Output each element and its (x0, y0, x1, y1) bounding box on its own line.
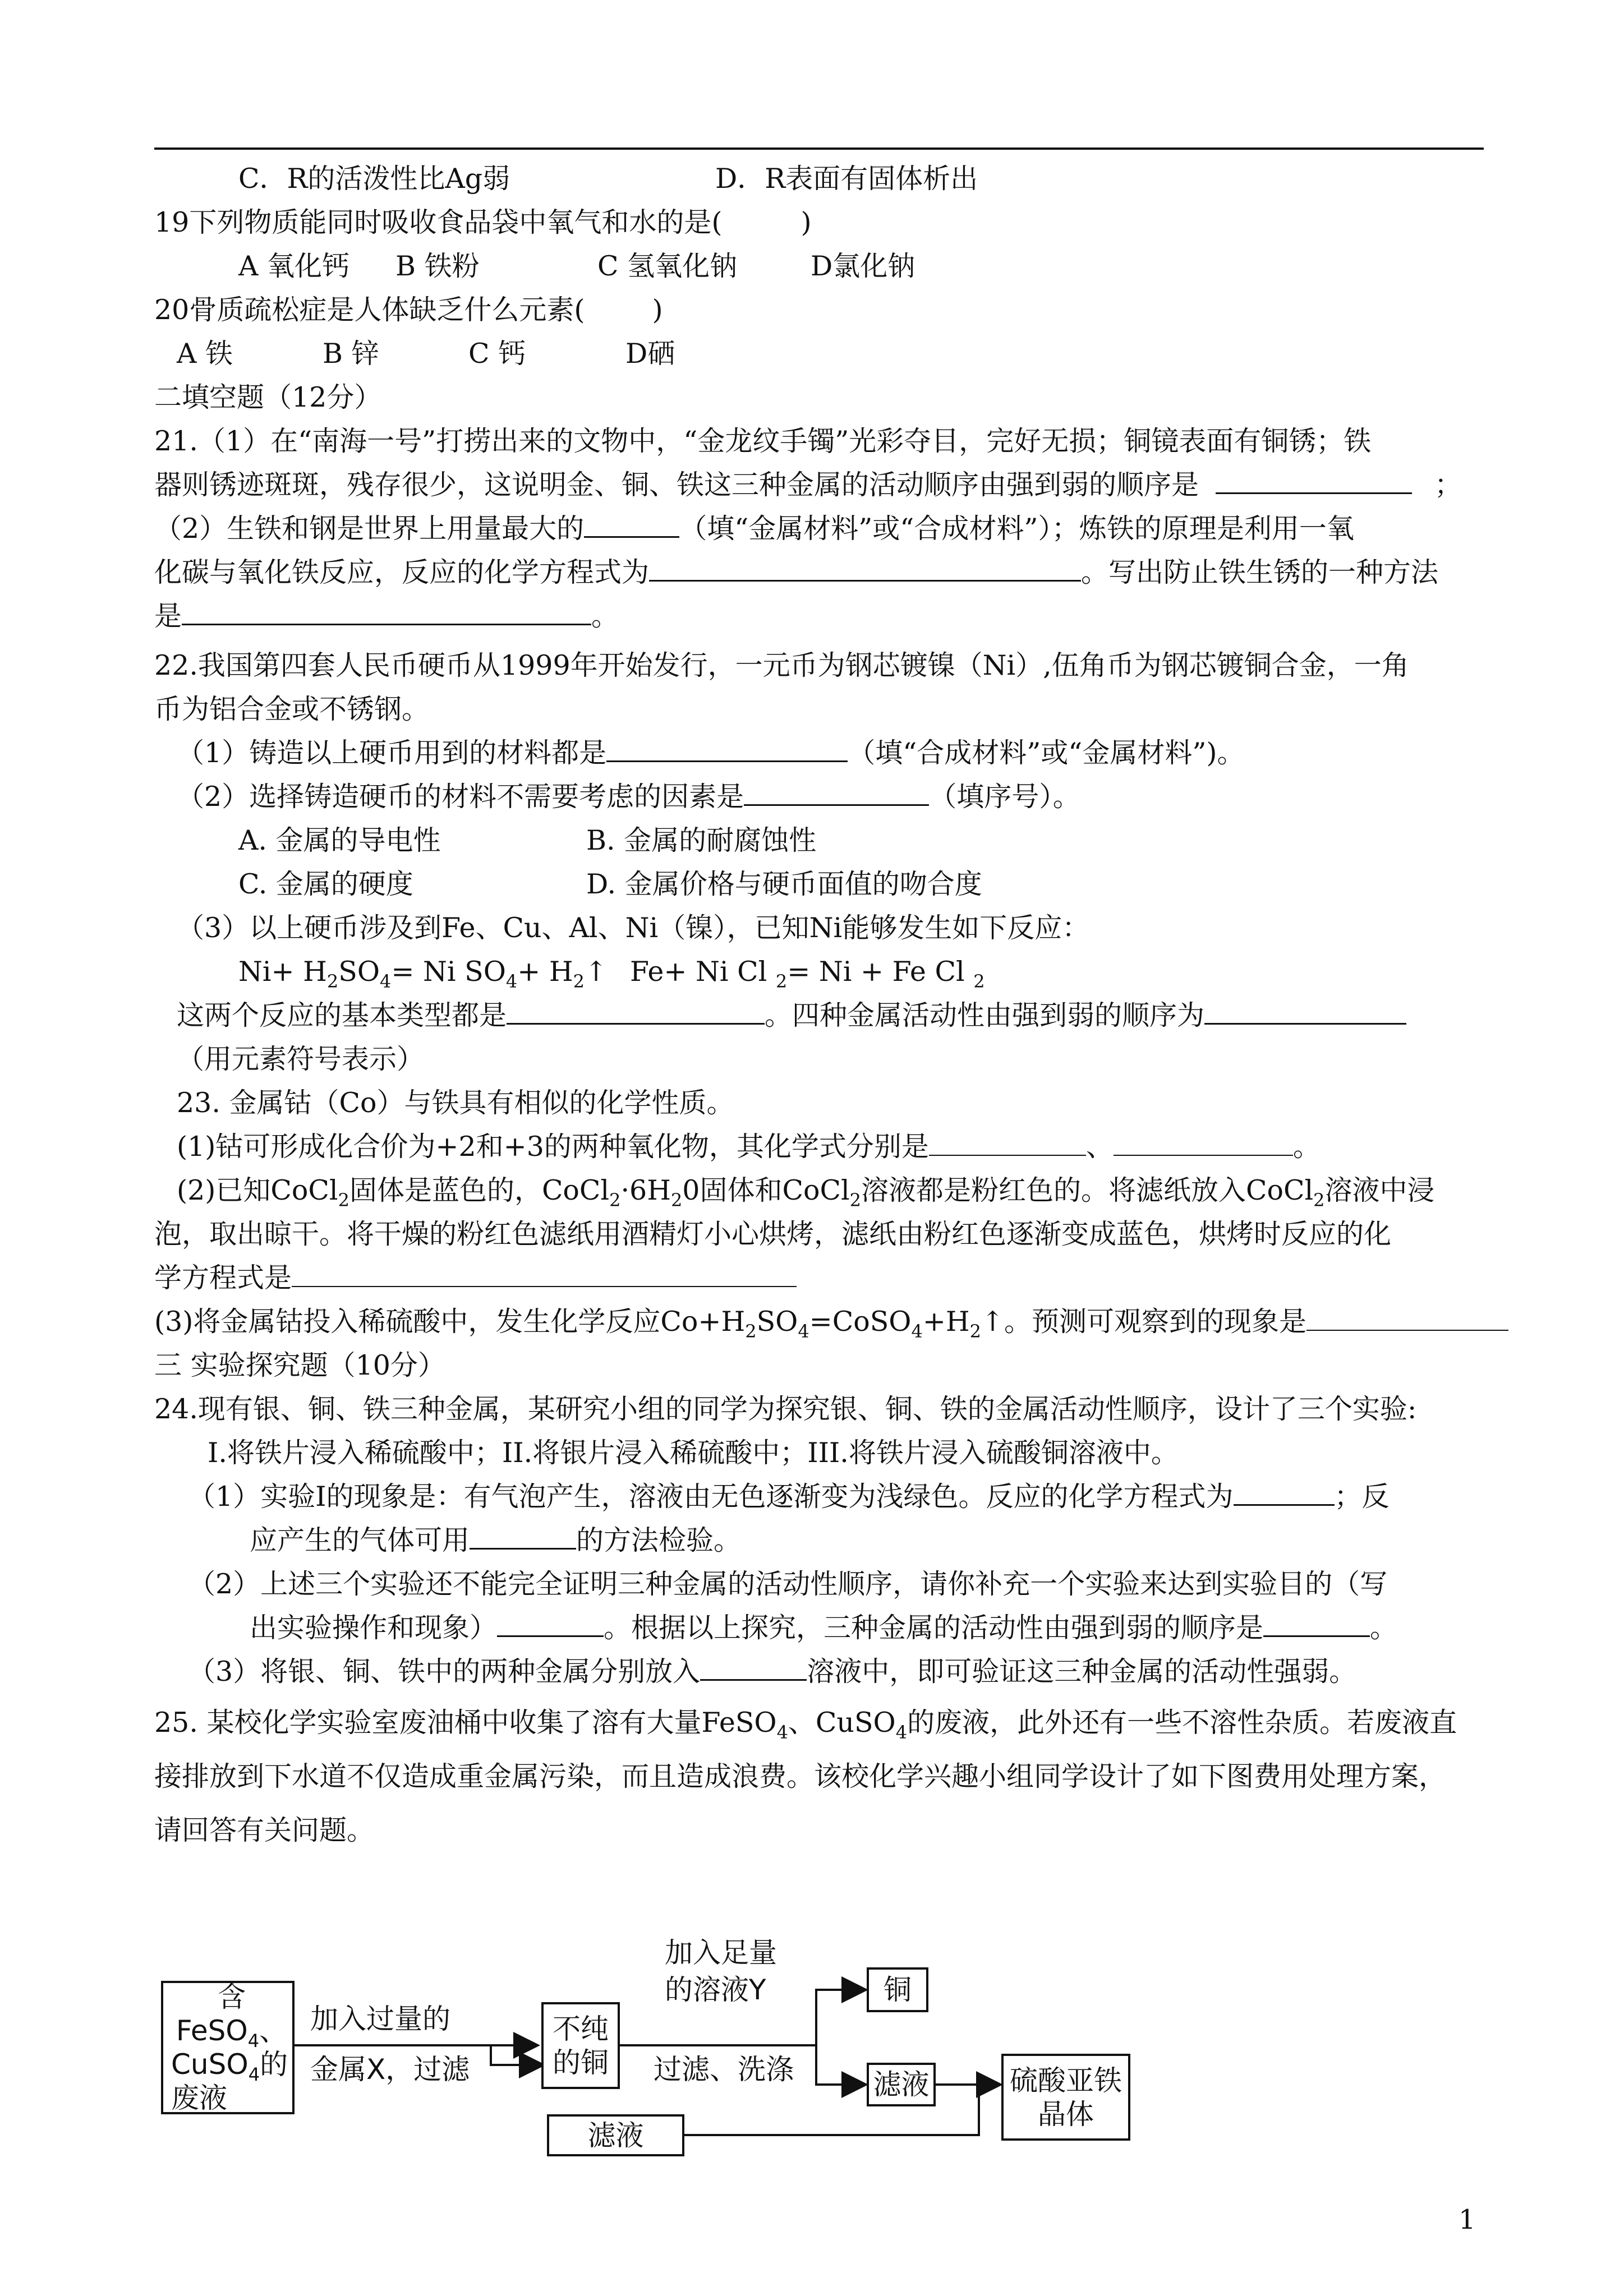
section-2-heading: 二填空题（12分） (154, 381, 382, 413)
q18-option-c: C．R的活泼性比Ag弱 (238, 163, 510, 195)
q22-blank-4[interactable] (1204, 996, 1406, 1025)
question-24: 24.现有银、铜、铁三种金属，某研究小组的同学为探究银、铜、铁的金属活动性顺序，设计了三个实验: I.将铁片浸入稀硫酸中；II.将银片浸入稀硫酸中；III.将铁片浸入硫酸铜溶液中。 （1）实验I的现象是：有气泡产生，溶液由无色逐渐变为浅绿色。反应的化学方程式为 ；反 应产生的气体可用 的方法检验。 （2）上述三个实验还不能完全证明三种金属的活动性顺序，请你补充一个实验来达到实验目的（写 出实验操作和现象） 。根据以上探究，三种金属的活动性由强到弱的顺序是 。 （3）将银、铜、铁中的两种金属分别放入 溶液中，即可验证这三种金属的活动性强弱。 (154, 1393, 1417, 1688)
arrow-to-filtrate-bottom (491, 2045, 541, 2065)
q23-blank-4[interactable] (1306, 1303, 1508, 1331)
step1-label-line2: 金属X，过滤 (310, 2053, 470, 2086)
q22-blank-3[interactable] (507, 996, 765, 1025)
question-25: 25. 某校化学实验室废油桶中收集了溶有大量FeSO$_4$、CuSO$_4$的废液，此外还有一些不溶性杂质。若废液直 接排放到下水道不仅造成重金属污染，而且造成浪费。该校化学兴趣小组同学设计了如下图费用处理方案， 请回答有关问题。 (154, 1707, 1457, 1846)
step2-label-line3: 过滤、洗涤 (654, 2053, 794, 2086)
page-number: 1 (1459, 2204, 1476, 2235)
q24-blank-5[interactable] (700, 1652, 807, 1681)
q18-option-d: D．R表面有固体析出 (715, 163, 978, 195)
q24-blank-3[interactable] (497, 1608, 604, 1637)
q20-options: A 铁 B 锌 C 钙 D硒 (177, 338, 675, 370)
process-flowchart (154, 1937, 1164, 2152)
step1-label-line1: 加入过量的 (310, 2003, 450, 2035)
arrow-to-filtrate-top (816, 2045, 864, 2085)
document-body (154, 157, 1487, 1857)
q20-stem: 20骨质疏松症是人体缺乏什么元素( ) (154, 294, 663, 326)
q21-blank-3[interactable] (649, 553, 1081, 582)
q22-equations: $Ni+ H_2SO_4= Ni$ $SO_4+$ $H_2↑$ Fe+ Ni Cl $_2$= Ni + Fe Cl $_2$ (238, 956, 985, 992)
question-23: 23. 金属钴（Co）与铁具有相似的化学性质。 (1)钴可形成化合价为+2和+3的两种氧化物，其化学式分别是 、 。 (2)已知CoCl$_2$固体是蓝色的，$CoCl_2\cdot 6H_20$固体和CoCl$_2$溶液都是粉红色的。将滤纸放入CoCl$_2$溶液中浸 泡，取出晾干。将干燥的粉红色滤纸用酒精灯小心烘烤，滤纸由粉红色逐渐变成蓝色，烘烤时反应的化 学方程式是 (3)将金属钴投入稀硫酸中，发生化学反应$Co+H_2SO_4=CoSO_4+H_2↑$。预测可观察到的现象是 (154, 1081, 1487, 1344)
q24-blank-2[interactable] (470, 1521, 576, 1550)
q24-blank-1[interactable] (1234, 1477, 1335, 1506)
filtrate-top-box: 滤液 (867, 2063, 936, 2106)
q18-options (154, 157, 1487, 201)
copper-box: 铜 (867, 1967, 928, 2012)
q22-blank-1[interactable] (606, 734, 848, 762)
ferrous-sulfate-crystal-box: 硫酸亚铁 晶体 (1001, 2054, 1130, 2141)
question-22: 22.我国第四套人民币硬币从1999年开始发行，一元币为钢芯镀镍（Ni）,伍角币为钢芯镀铜合金，一角 币为铝合金或不锈钢。 （1）铸造以上硬币用到的材料都是 （填“合成材料”或“金属材料”)。 （2）选择铸造硬币的材料不需要考虑的因素是 （填序号）。 A. 金属的导电性 B. 金属的耐腐蚀性 C. 金属的硬度 D. 金属价格与硬币面值的吻合度 （3）以上硬币涉及到Fe、Cu、Al、Ni（镍），已知Ni能够发生如下反应： $Ni+ H_2SO_4= Ni$ $SO_4+$ $H_2↑$ Fe+ Ni Cl $_2$= Ni + Fe Cl $_2$ 这两个反应的基本类型都是 。四种金属活动性由强到弱的顺序为 （用元素符号表示） (154, 644, 1487, 1081)
q21-blank-4[interactable] (182, 597, 591, 625)
arrow-to-copper (816, 1990, 864, 2045)
q21-blank-2[interactable] (584, 509, 679, 538)
filtrate-bottom-box: 滤液 (547, 2114, 684, 2156)
q19-stem: 19下列物质能同时吸收食品袋中氧气和水的是( ) (154, 206, 812, 238)
q22-blank-2[interactable] (744, 777, 929, 806)
step2-label-line2: 的溶液Y (665, 1974, 766, 2006)
section-3-heading: 三 实验探究题（10分） (154, 1349, 445, 1381)
q19-options: A 氧化钙 B 铁粉 C 氢氧化钠 D氯化钠 (238, 250, 915, 282)
header-rule (154, 147, 1484, 150)
q23-blank-1[interactable] (929, 1128, 1086, 1156)
question-21: 21.（1）在“南海一号”打捞出来的文物中，“金龙纹手镯”光彩夺目，完好无损；铜镜表面有铜锈；铁 器则锈迹斑斑，残存很少，这说明金、铜、铁这三种金属的活动顺序由强到弱的顺序是 ； （2）生铁和钢是世界上用量最大的 （填“金属材料”或“合成材料”）；炼铁的原理是利用一氧 化碳与氧化铁反应，反应的化学方程式为 。写出防止铁生锈的一种方法 是 。 (154, 425, 1462, 632)
step2-label-line1: 加入足量 (665, 1937, 777, 1969)
q23-blank-3[interactable] (292, 1259, 797, 1287)
q21-blank-1[interactable] (1216, 465, 1412, 494)
impure-copper-box: 不纯 的铜 (541, 2002, 620, 2089)
waste-liquid-box: 含FeSO$_4$、 CuSO$_4$的 废液 (161, 1981, 295, 2114)
q24-blank-4[interactable] (1263, 1608, 1370, 1637)
q23-blank-2[interactable] (1114, 1128, 1293, 1156)
